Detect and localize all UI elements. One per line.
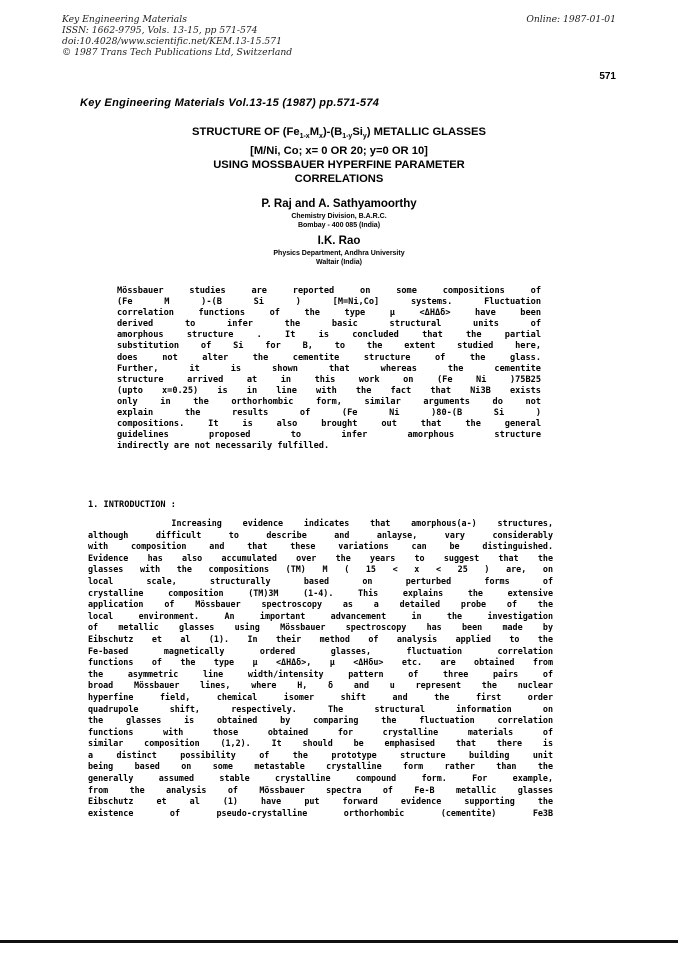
footer-rule	[0, 940, 678, 943]
abstract-line: Further, it is shown that whereas the cementite	[117, 363, 541, 374]
title-text: ) METALLIC GLASSES	[366, 126, 486, 138]
meta-line: doi:10.4028/www.scientific.net/KEM.13-15.571	[62, 36, 282, 47]
title-text: Si	[352, 126, 363, 138]
meta-line: © 1987 Trans Tech Publications Ltd, Switzerland	[62, 47, 293, 58]
body-line: functions of the type μ <ΔHΔδ>, μ <ΔHδu> etc. are obtained from	[88, 657, 553, 668]
introduction-body	[88, 518, 553, 819]
title-text: M	[309, 126, 320, 138]
paper-title	[100, 125, 578, 186]
title-line-1	[100, 125, 578, 144]
title-line-2: [M/Ni, Co; x= 0 OR 20; y=0 OR 10]	[250, 145, 428, 158]
body-line: broad Mössbauer lines, where H, δ and u represent the nuclear	[88, 680, 553, 691]
abstract-line: (upto x=0.25) is in line with the fact that Ni3B exists	[117, 385, 541, 396]
affiliation-2-line-1: Physics Department, Andhra University	[273, 250, 405, 257]
body-line: although difficult to describe and anlayse, vary considerably	[88, 529, 553, 540]
body-line: of metallic glasses using Mössbauer spectroscopy has been made by	[88, 622, 553, 633]
body-line: local environment. An important advancement in the investigation	[88, 610, 553, 621]
body-line: existence of pseudo-crystalline orthorhombic (cementite) Fe3B	[88, 807, 553, 818]
body-line: hyperfine field, chemical isomer shift and the first order	[88, 691, 553, 702]
title-line-4: CORRELATIONS	[294, 173, 384, 186]
title-subscript: 1-y	[342, 133, 353, 141]
body-line: Eibschutz et al (1) have put forward evidence supporting the	[88, 796, 553, 807]
abstract-line: structure arrived at in this work on (Fe Ni )75B25	[117, 374, 541, 385]
abstract-line: indirectly are not necessarily fulfilled.	[117, 441, 330, 452]
abstract-line: compositions. It is also brought out that the general	[117, 419, 541, 430]
abstract-line: guidelines proposed to infer amorphous structure	[117, 430, 541, 441]
running-head: Key Engineering Materials Vol.13-15 (1987) pp.571-574	[80, 97, 380, 109]
body-line: being based on some metastable crystalline form rather than the	[88, 761, 553, 772]
body-line: similar composition (1,2). It should be emphasised that there is	[88, 738, 553, 749]
abstract-line: derived to infer the basic structural units of	[117, 319, 541, 330]
body-line: Evidence has also accumulated over the years to suggest that the	[88, 552, 553, 563]
author-block	[100, 197, 578, 267]
body-line: quadrupole shift, respectively. The structural information on	[88, 703, 553, 714]
abstract-line: substitution of Si for B, to the extent studied here,	[117, 341, 541, 352]
body-line: generally assumed stable crystalline compound form. For example,	[88, 773, 553, 784]
author-names-1: P. Raj and A. Sathyamoorthy	[261, 198, 417, 210]
body-line: Increasing evidence indicates that amorphous(a-) structures,	[88, 518, 553, 528]
abstract-line: (Fe M )-(B Si ) [M=Ni,Co] systems. Fluctuation	[117, 297, 541, 308]
body-line: Fe-based magnetically ordered glasses, fluctuation correlation	[88, 645, 553, 656]
body-line: from the analysis of Mössbauer spectra of Fe-B metallic glasses	[88, 784, 553, 795]
body-line: crystalline composition (TM)3M (1-4). This explains the extensive	[88, 587, 553, 598]
title-subscript: 1-x	[299, 133, 310, 141]
title-line-3: USING MOSSBAUER HYPERFINE PARAMETER	[213, 159, 465, 172]
body-line: a distinct possibility of the prototype structure building unit	[88, 749, 553, 760]
title-subscript: y	[362, 133, 367, 141]
body-line: with composition and that these variations can be distinguished.	[88, 541, 553, 552]
body-line: glasses with the compositions (TM) M ( 15 < x < 25 ) are, on	[88, 564, 553, 575]
affiliation-1-line-2: Bombay - 400 085 (India)	[297, 222, 381, 229]
abstract-line: amorphous structure . It is concluded that the partial	[117, 330, 541, 341]
body-line: local scale, structurally based on perturbed forms of	[88, 575, 553, 586]
affiliation-1-line-1: Chemistry Division, B.A.R.C.	[291, 213, 387, 220]
body-line: the asymmetric line width/intensity pattern of three pairs of	[88, 668, 553, 679]
body-line: application of Mössbauer spectroscopy as a detailed probe of the	[88, 599, 553, 610]
meta-line: ISSN: 1662-9795, Vols. 13-15, pp 571-574	[62, 25, 258, 36]
body-line: functions with those obtained for crystalline materials of	[88, 726, 553, 737]
affiliation-2-line-2: Waltair (India)	[315, 259, 363, 266]
abstract-line: only in the orthorhombic form, similar arguments do not	[117, 396, 541, 407]
online-date: Online: 1987-01-01	[526, 14, 616, 25]
title-text: STRUCTURE OF (Fe	[192, 126, 300, 138]
abstract-line: explain the results of (Fe Ni )80-(B Si )	[117, 408, 541, 419]
abstract-line: does not alter the cementite structure of the glass.	[117, 352, 541, 363]
author-names-2: I.K. Rao	[317, 235, 361, 247]
abstract-line: Mössbauer studies are reported on some compositions of	[117, 286, 541, 296]
page-number: 571	[599, 71, 616, 82]
section-heading: 1. INTRODUCTION :	[88, 500, 176, 510]
title-text: )-(B	[322, 126, 343, 138]
abstract	[117, 286, 541, 452]
meta-line: Key Engineering Materials	[62, 14, 187, 25]
title-subscript: x	[319, 133, 323, 141]
body-line: Eibschutz et al (1). In their method of analysis applied to the	[88, 633, 553, 644]
journal-meta	[62, 14, 292, 58]
body-line: the glasses is obtained by comparing the fluctuation correlation	[88, 715, 553, 726]
abstract-line: correlation functions of the type μ <ΔHΔδ> have been	[117, 308, 541, 319]
